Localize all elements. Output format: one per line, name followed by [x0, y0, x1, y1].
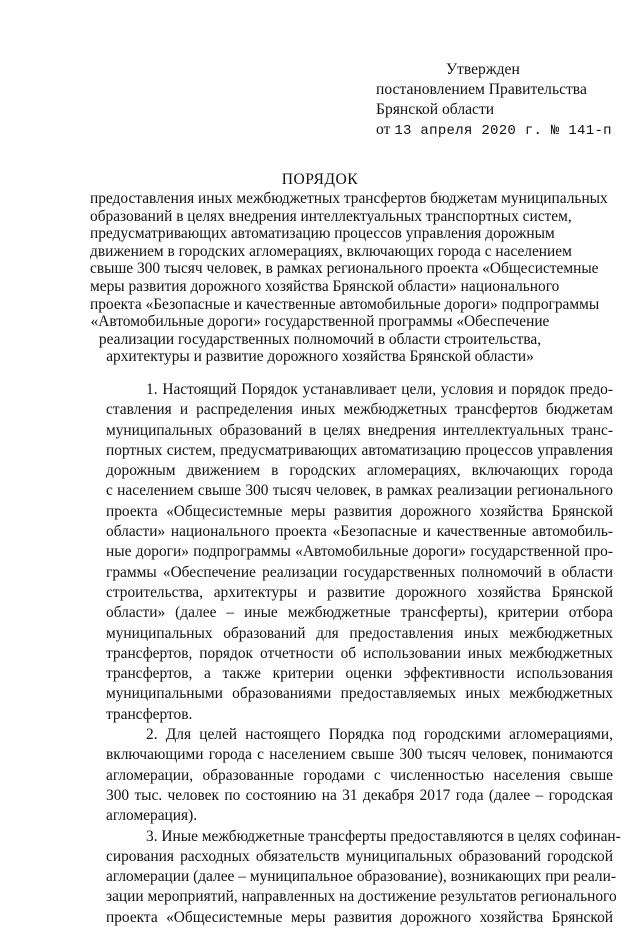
approval-line: Брянской области [376, 101, 495, 118]
approval-date-prefix: от [376, 121, 391, 138]
body-line: агломерация). [106, 807, 198, 825]
body-line: муниципальных образований в целях внедрения интеллектуальных транс- [106, 421, 613, 439]
body-line: трансфертов, порядок отчетности об использовании иных межбюджетных [106, 644, 613, 662]
body-line: 300 тыс. человек по состоянию на 31 декабря 2017 года (далее – городская [106, 786, 613, 804]
subtitle-line: меры развития дорожного хозяйства Брянской области» национального [90, 277, 560, 295]
body-line: дорожным движением в городских агломерациях, включающих города [106, 462, 613, 480]
body-line: области» (далее – иные межбюджетные трансферты), критерии отбора [106, 604, 613, 622]
subtitle-line: реализации государственных полномочий в области строительства, [98, 330, 542, 348]
subtitle-line: предусматривающих автоматизацию процессов управления дорожным [90, 225, 555, 243]
subtitle-line: образований в целях внедрения интеллектуальных транспортных систем, [90, 207, 572, 225]
body-line: сирования расходных обязательств муниципальных образований городской [106, 847, 613, 865]
approval-line: Утвержден [446, 61, 520, 78]
body-line: ные дороги» подпрограммы «Автомобильные дороги» государственной про- [106, 543, 613, 561]
body-line: 3. Иные межбюджетные трансферты предоставляются в целях софинан- [146, 827, 621, 845]
approval-date-line [376, 120, 626, 141]
body-line: зации мероприятий, направленных на достижение результатов регионального [106, 888, 617, 906]
body-line: строительства, архитектуры и развитие дорожного хозяйства Брянской [106, 583, 613, 601]
body-line: трансфертов. [106, 705, 193, 723]
approval-date-value: 13 апреля 2020 г. № 141-п [394, 123, 612, 139]
body-line: ставления и распределения иных межбюджетных трансфертов бюджетам [106, 401, 613, 419]
approval-line: постановлением Правительства [376, 81, 587, 98]
body-line: трансфертов, а также критерии оценки эффективности использования [106, 665, 613, 683]
subtitle-line: архитектуры и развитие дорожного хозяйства Брянской области» [106, 348, 534, 366]
body-line: граммы «Обеспечение реализации государственных полномочий в области [106, 563, 613, 581]
body-line: проекта «Общесистемные меры развития дорожного хозяйства Брянской [106, 908, 613, 926]
approval-block [376, 60, 626, 141]
body-line: портных систем, предусматривающих автоматизацию процессов управления [106, 441, 613, 459]
subtitle-line: предоставления иных межбюджетных трансфертов бюджетам муниципальных [90, 190, 608, 207]
body-line: агломерации (далее – муниципальное образование), возникающих при реали- [106, 868, 616, 886]
document-subtitle [90, 190, 608, 366]
body-line: 2. Для целей настоящего Порядка под городскими агломерациями, [146, 726, 613, 744]
body-line: с населением свыше 300 тысяч человек, в рамках реализации регионального [106, 482, 613, 500]
subtitle-line: «Автомобильные дороги» государственной программы «Обеспечение [90, 313, 550, 331]
document-title: ПОРЯДОК [281, 171, 359, 188]
body-line: муниципальными образованиями предоставляемых иных межбюджетных [106, 685, 613, 703]
body-line: области» национального проекта «Безопасные и качественные автомобиль- [106, 523, 613, 541]
body-line: агломерации, образованные городами с численностью населения свыше [106, 766, 613, 784]
body-line: включающими города с населением свыше 300 тысяч человек, понимаются [106, 746, 613, 764]
subtitle-line: движением в городских агломерациях, включающих города с населением [90, 242, 572, 260]
document-body [106, 380, 621, 928]
body-line: 1. Настоящий Порядок устанавливает цели, условия и порядок предо- [146, 381, 613, 398]
body-line: проекта «Общесистемные меры развития дорожного хозяйства Брянской [106, 502, 613, 520]
subtitle-line: проекта «Безопасные и качественные автомобильные дороги» подпрограммы [90, 295, 600, 313]
body-line: муниципальных образований для предоставления иных межбюджетных [106, 624, 613, 642]
subtitle-line: свыше 300 тысяч человек, в рамках регионального проекта «Общесистемные [90, 260, 599, 278]
